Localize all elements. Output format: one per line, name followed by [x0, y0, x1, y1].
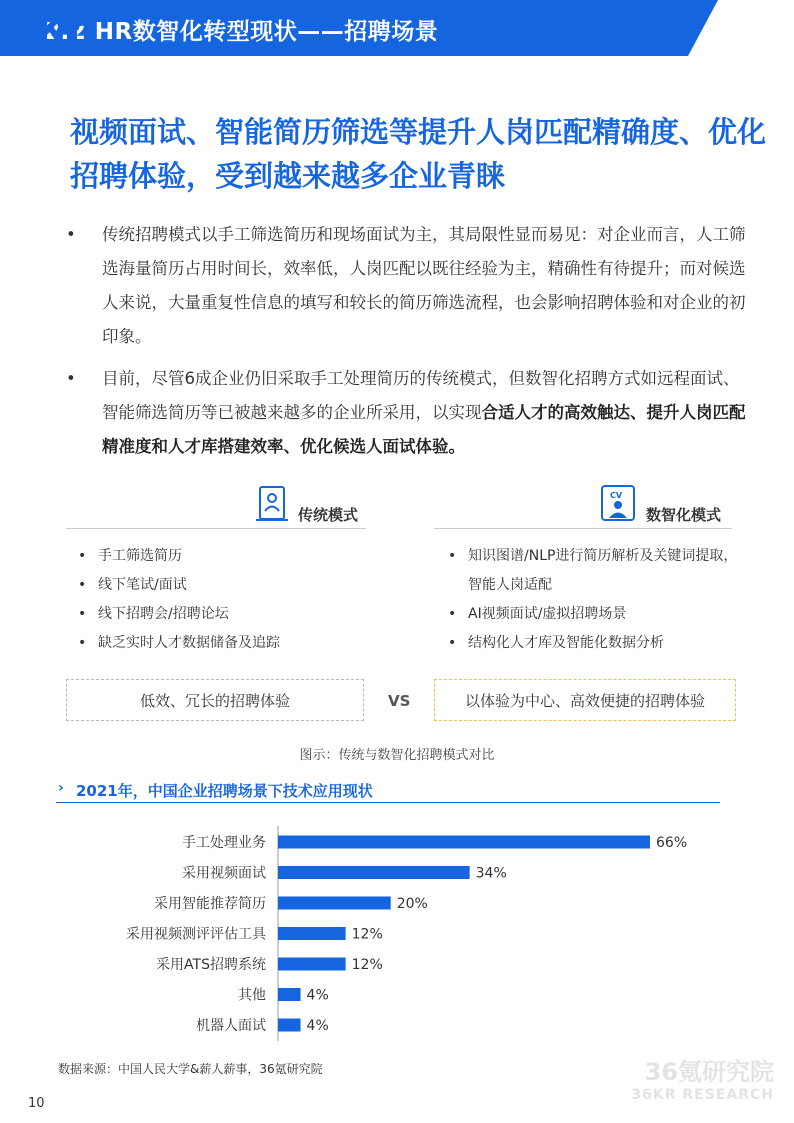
data-label: 34%: [475, 865, 507, 882]
cv-text: CV: [610, 491, 623, 500]
bullet-marker: •: [66, 369, 76, 388]
bullet-marker: •: [78, 635, 87, 651]
list-item: • 结构化人才库及智能化数据分析: [448, 629, 738, 658]
header-bar: [0, 0, 794, 56]
bullet-list: [66, 218, 746, 464]
bullet-text: 目前，尽管6成企业仍旧采取手工处理简历的传统模式，但数智化招聘方式如远程面试、智能筛选简历等已被越来越多的企业所采用，以实现: [102, 369, 740, 422]
page-headline: 视频面试、智能简历筛选等提升人岗匹配精确度、优化招聘体验，受到越来越多企业青睐: [70, 115, 767, 193]
list-item: • AI视频面试/虚拟招聘场景: [448, 600, 738, 629]
data-label: 12%: [351, 957, 383, 973]
data-source: 数据来源：中国人民大学&薪人薪事，36氪研究院: [58, 1062, 323, 1076]
category-label: 采用智能推荐简历: [154, 896, 266, 912]
bullet-paragraph-2: [66, 362, 746, 464]
bullet-marker: •: [78, 606, 87, 622]
list-item: • 手工筛选简历: [78, 542, 368, 571]
bullet-marker: •: [78, 577, 87, 593]
traditional-mode-header: [256, 484, 376, 528]
bullet-text-emphasis: 合适人才的高效触达、提升人岗匹配精准度和人才库搭建效率、优化候选人面试体验。: [102, 403, 746, 456]
bar: [278, 927, 346, 940]
traditional-mode-list: [78, 542, 368, 658]
list-item: • 缺乏实时人才数据储备及追踪: [78, 629, 368, 658]
bullet-marker: •: [448, 606, 457, 622]
section-title: 2.2 HR数智化转型现状——招聘场景: [44, 19, 439, 45]
cv-person-icon: [600, 484, 636, 522]
bar: [278, 988, 301, 1001]
divider: [434, 528, 732, 529]
watermark-en: 36KR RESEARCH: [631, 1087, 774, 1103]
bar: [278, 866, 470, 879]
bullet-text: 传统招聘模式以手工筛选简历和现场面试为主，其局限性显而易见：对企业而言，人工筛选海量简历占用时间长，效率低，人岗匹配以既往经验为主，精确性有待提升；而对候选人来说，大量重复性信息的填写和较长的简历筛选流程，也会影响招聘体验和对企业的初印象。: [102, 225, 746, 346]
data-label: 12%: [351, 926, 383, 943]
traditional-summary: 低效、冗长的招聘体验: [66, 679, 364, 721]
chart-title-bar: [56, 778, 720, 803]
svg-text:36: 36: [0, 9, 37, 39]
category-label: 采用ATS招聘系统: [156, 957, 266, 973]
page-number: 10: [28, 1096, 45, 1111]
bar: [278, 958, 346, 971]
divider: [66, 528, 366, 529]
category-label: 采用视频面试: [182, 865, 266, 882]
bar: [278, 897, 391, 910]
vs-label: VS: [388, 692, 411, 710]
digital-mode-header: [600, 484, 740, 528]
digital-mode-list: [448, 542, 738, 658]
digital-mode-label: 数智化模式: [646, 506, 722, 524]
data-label: 4%: [306, 987, 329, 1004]
list-item: • 线下笔试/面试: [78, 571, 368, 600]
watermark-cn: 36氪研究院: [644, 1058, 774, 1086]
bullet-marker: •: [66, 225, 76, 244]
list-item: • 线下招聘会/招聘论坛: [78, 600, 368, 629]
bullet-paragraph-1: [66, 218, 746, 354]
bar: [278, 1019, 301, 1032]
category-label: 机器人面试: [196, 1018, 266, 1034]
category-label: 采用视频测评评估工具: [126, 926, 266, 943]
chart-title: 2021年，中国企业招聘场景下技术应用现状: [76, 782, 373, 800]
36kr-logo-icon: [0, 0, 104, 56]
chevron-right-icon: ›: [58, 780, 64, 796]
traditional-mode-label: 传统模式: [298, 506, 359, 524]
watermark: [631, 1058, 774, 1104]
figure-caption: 图示：传统与数智化招聘模式对比: [299, 748, 495, 763]
category-label: 手工处理业务: [182, 835, 266, 851]
bullet-marker: •: [78, 548, 87, 564]
bar-chart: [60, 822, 740, 1044]
category-label: 其他: [238, 987, 266, 1004]
digital-summary: 以体验为中心、高效便捷的招聘体验: [434, 679, 736, 721]
document-person-icon: [256, 484, 290, 524]
data-label: 20%: [396, 896, 428, 912]
list-item: • 知识图谱/NLP进行简历解析及关键词提取，智能人岗适配: [448, 542, 738, 600]
bullet-marker: •: [448, 635, 457, 651]
bullet-marker: •: [448, 548, 457, 564]
data-label: 66%: [656, 835, 688, 851]
data-label: 4%: [306, 1018, 329, 1034]
bar: [278, 836, 650, 849]
